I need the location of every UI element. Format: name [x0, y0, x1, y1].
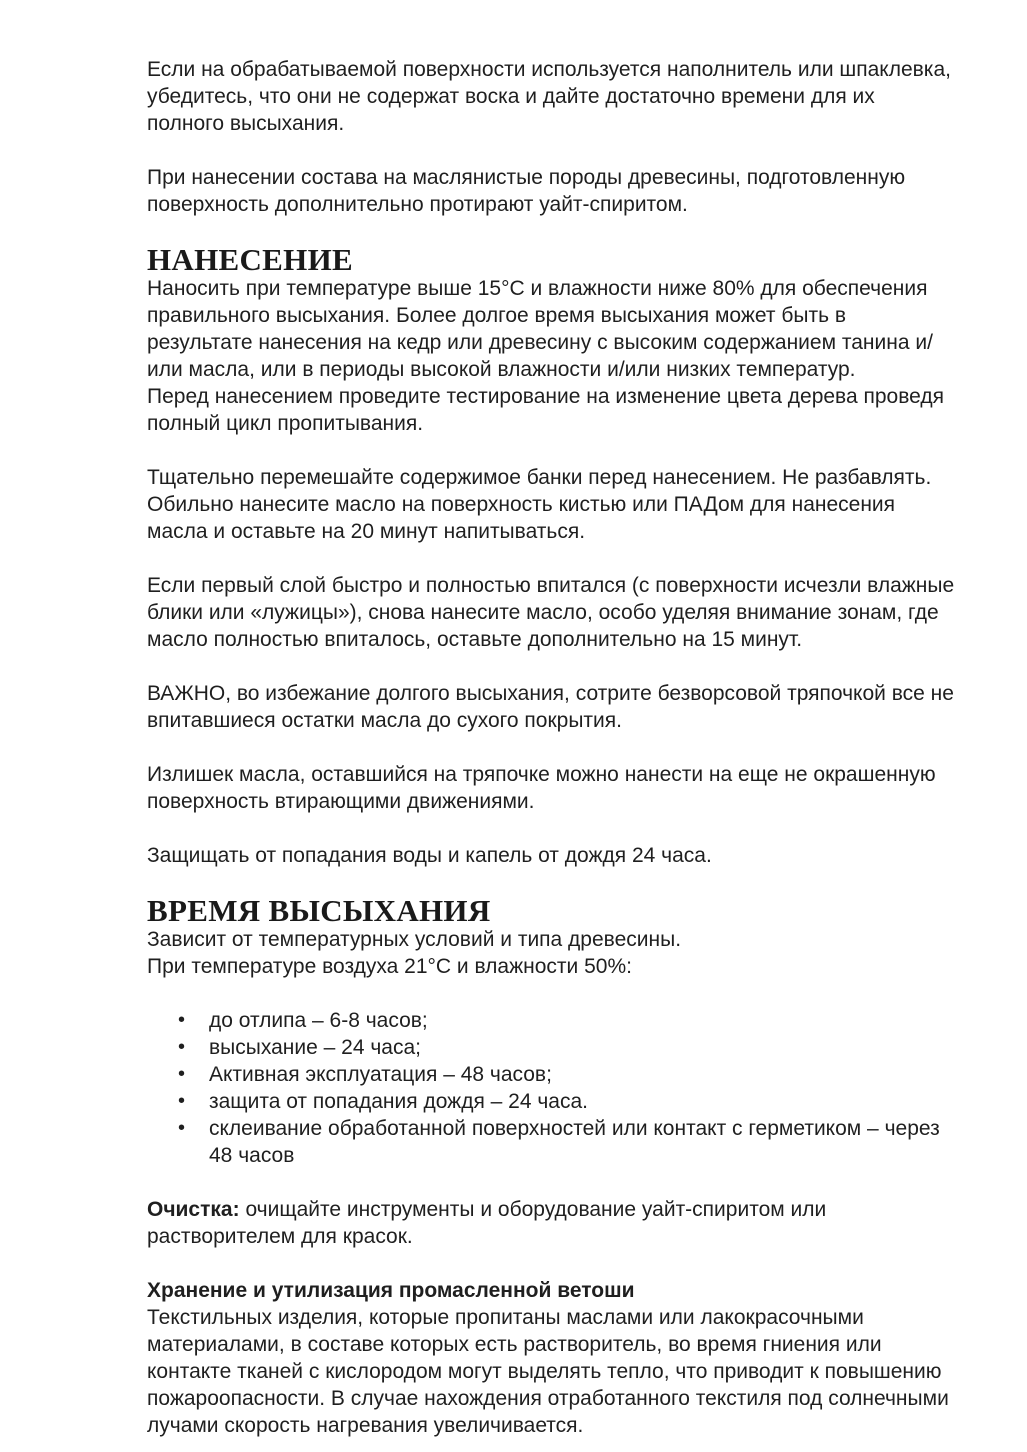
list-item-gluing: • склеивание обработанной поверхностей или контакт с герметиком – через 48 часов [209, 1115, 955, 1169]
paragraph-excess-oil: Излишек масла, оставшийся на тряпочке можно нанести на еще не окрашенную поверхность втирающими движениями. [147, 763, 936, 813]
paragraph-cleaning [147, 1196, 955, 1250]
list-item-dry: • высыхание – 24 часа; [209, 1034, 955, 1061]
paragraph-first-coat: Если первый слой быстро и полностью впитался (с поверхности исчезли влажные блики или «лужицы»), снова нанесите масло, особо уделяя внимание зонам, где масло полностью впиталось, оставьте дополнительно на 15 минут. [147, 574, 955, 651]
list-item-active-use: • Активная эксплуатация – 48 часов; [209, 1061, 955, 1088]
heading-storage-disposal: Хранение и утилизация промасленной ветоши [147, 1279, 635, 1302]
heading-drying-time: ВРЕМЯ ВЫСЫХАНИЯ [147, 893, 491, 928]
paragraph-filler-note: Если на обрабатываемой поверхности используется наполнитель или шпаклевка, убедитесь, что они не содержат воска и дайте достаточно времени для их полного высыхания. [147, 58, 951, 135]
paragraph-storage-disposal: Текстильных изделия, которые пропитаны маслами или лакокрасочными материалами, в составе которых есть растворитель, во время гниения или контакте тканей с кислородом могут выделять тепло, что приводит к повышению пожароопасности. В случае нахождения отработанного текстиля под солнечными лучами скорость нагревания увеличивается. [147, 1306, 949, 1437]
paragraph-important-wipe: ВАЖНО, во избежание долгого высыхания, сотрите безворсовой тряпочкой все не впитавшиеся остатки масла до сухого покрытия. [147, 682, 954, 732]
paragraph-oily-wood: При нанесении состава на маслянистые породы древесины, подготовленную поверхность дополнительно протирают уайт-спиритом. [147, 166, 906, 216]
paragraph-application-conditions: Наносить при температуре выше 15°C и влажности ниже 80% для обеспечения правильного высыхания. Более долгое время высыхания может быть в результате нанесения на кедр или древесину с высоким содержанием танина и/или масла, или в периоды высокой влажности и/или низких температур. [147, 277, 933, 381]
paragraph-application-testing: Перед нанесением проведите тестирование на изменение цвета дерева проведя полный цикл пропитывания. [147, 385, 944, 435]
paragraph-mixing: Тщательно перемешайте содержимое банки перед нанесением. Не разбавлять. Обильно нанесите масло на поверхность кистью или ПАДом для нанесения масла и оставьте на 20 минут напитываться. [147, 466, 932, 543]
paragraph-drying-depends: Зависит от температурных условий и типа древесины. [147, 928, 682, 951]
cleaning-label: Очистка: [147, 1198, 240, 1221]
paragraph-rain-protection: Защищать от попадания воды и капель от дождя 24 часа. [147, 844, 712, 867]
heading-application: НАНЕСЕНИЕ [147, 242, 353, 277]
cleaning-text: очищайте инструменты и оборудование уайт-спиритом или растворителем для красок. [147, 1198, 827, 1248]
paragraph-drying-conditions: При температуре воздуха 21°C и влажности 50%: [147, 955, 632, 978]
list-item-rain-protection: • защита от попадания дождя – 24 часа. [209, 1088, 955, 1115]
drying-times-list [147, 1007, 955, 1169]
list-item-tack-free: • до отлипа – 6-8 часов; [209, 1007, 955, 1034]
